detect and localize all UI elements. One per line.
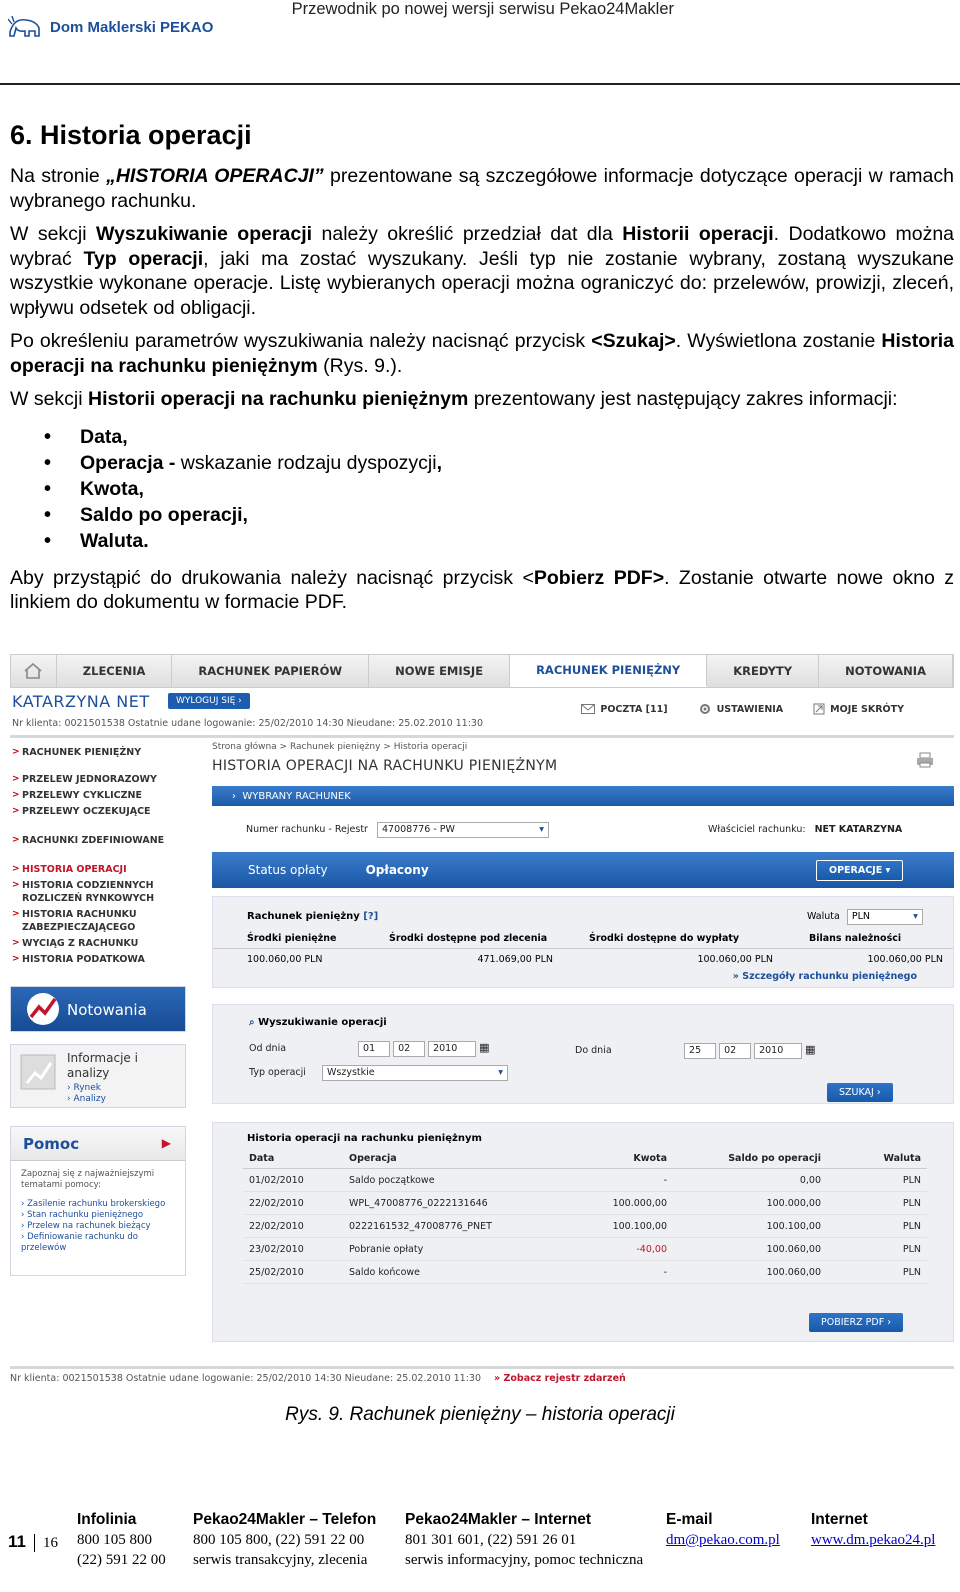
list-item: [44, 424, 954, 450]
help-box: [10, 1126, 186, 1276]
cash-header: Środki dostępne do wypłaty: [589, 933, 740, 944]
section-heading: 6. Historia operacji: [10, 120, 252, 150]
cash-panel: [212, 896, 954, 988]
paragraph-5: [10, 566, 954, 615]
history-title: Historia operacji na rachunku pieniężnym: [247, 1133, 482, 1144]
table-row: [243, 1169, 927, 1192]
table-cell: 100.100,00: [553, 1215, 673, 1238]
table-row: [243, 1238, 927, 1261]
emphasis: „HISTORIA OPERACJI”: [106, 165, 324, 187]
page-footer: [0, 1508, 960, 1592]
paragraph-3: [10, 329, 954, 378]
text: (Rys. 9.).: [317, 354, 403, 377]
sidebar-item-wyciag[interactable]: > WYCIĄG Z RACHUNKU: [10, 937, 190, 950]
type-label: Typ operacji: [249, 1067, 306, 1078]
page-header: [0, 0, 960, 85]
document-title: Przewodnik po nowej wersji serwisu Pekao24Makler: [291, 0, 674, 18]
current-page: 11: [8, 1532, 26, 1551]
status-value: Opłacony: [365, 863, 429, 877]
help-link-label: Stan rachunku pieniężnego: [27, 1210, 144, 1220]
top-links: [581, 702, 904, 716]
list-item: [44, 476, 954, 502]
analysis-icon: [19, 1053, 57, 1091]
footer-column-email: [666, 1510, 780, 1550]
footer-client-info: Nr klienta: 0021501538 Ostatnie udane logowanie: 25/02/2010 14:30 Nieudane: 25.02.2010 11:30: [10, 1373, 482, 1384]
shortcut-icon: [813, 703, 825, 715]
client-info: Nr klienta: 0021501538 Ostatnie udane logowanie: 25/02/2010 14:30 Nieudane: 25.02.2010 11:30: [12, 718, 484, 729]
footer-line: serwis transakcyjny, zlecenia: [193, 1552, 368, 1568]
cash-details-link[interactable]: » Szczegóły rachunku pieniężnego: [732, 971, 917, 982]
cash-title: [247, 911, 378, 922]
sidebar-item-oczekujace[interactable]: > PRZELEWY OCZEKUJĄCE: [10, 805, 190, 818]
mail-link[interactable]: [581, 702, 667, 716]
selected-account-label: WYBRANY RACHUNEK: [242, 790, 351, 802]
event-log-label: Zobacz rejestr zdarzeń: [503, 1373, 626, 1384]
column-header: Kwota: [553, 1149, 673, 1169]
help-link[interactable]: › Przelew na rachunek bieżący: [21, 1221, 151, 1231]
table-cell: PLN: [827, 1215, 927, 1238]
owner-label: Właściciel rachunku:: [708, 824, 806, 835]
cash-details-label: Szczegóły rachunku pieniężnego: [742, 971, 917, 982]
text: prezentowany jest następujący zakres informacji:: [468, 388, 898, 410]
cash-title-label: Rachunek pieniężny: [247, 911, 360, 922]
text: Data,: [80, 425, 128, 448]
account-value: 47008776 - PW: [381, 824, 455, 835]
table-cell: 22/02/2010: [243, 1192, 343, 1215]
logo-text: Dom Maklerski PEKAO: [50, 18, 214, 36]
help-title: Pomoc: [23, 1135, 80, 1153]
tab-zlecenia[interactable]: ZLECENIA: [57, 655, 173, 687]
help-header[interactable]: [11, 1127, 185, 1161]
sidebar-item-historia-operacji[interactable]: > HISTORIA OPERACJI: [10, 863, 190, 876]
help-link[interactable]: › Zasilenie rachunku brokerskiego: [21, 1199, 166, 1209]
user-name: KATARZYNA NET: [12, 692, 150, 711]
column-header: Data: [243, 1149, 343, 1169]
search-button-label: SZUKAJ: [839, 1087, 874, 1098]
cash-value: 100.060,00 PLN: [867, 954, 943, 965]
bullet-list: [44, 424, 954, 554]
table-cell: -: [553, 1261, 673, 1284]
text: wskazanie rodzaju dyspozycji: [180, 451, 437, 474]
text: Waluta.: [80, 529, 149, 552]
cash-value: 100.060,00 PLN: [697, 954, 773, 965]
help-icon[interactable]: [?]: [363, 911, 379, 922]
footer-column-internet-service: [405, 1510, 643, 1570]
logout-label: WYLOGUJ SIĘ: [176, 696, 236, 706]
currency-row: [807, 909, 923, 925]
from-day-input[interactable]: 01: [358, 1041, 390, 1057]
cash-value: 100.060,00 PLN: [247, 954, 323, 965]
home-tab[interactable]: [11, 655, 57, 687]
chevron-down-icon: ▾: [913, 911, 918, 922]
from-month-input[interactable]: 02: [393, 1041, 425, 1057]
type-row: [249, 1065, 508, 1081]
home-icon: [23, 663, 43, 679]
website-link[interactable]: www.dm.pekao24.pl: [811, 1532, 936, 1548]
chevron-right-icon: ▶: [161, 1136, 171, 1150]
help-link[interactable]: › Stan rachunku pieniężnego: [21, 1210, 144, 1220]
print-icon[interactable]: [916, 752, 934, 768]
tab-notowania[interactable]: NOTOWANIA: [819, 655, 953, 687]
mail-label: POCZTA [11]: [600, 703, 668, 715]
breadcrumb: Strona główna > Rachunek pieniężny > Historia operacji: [212, 742, 468, 752]
selected-account-bar: › WYBRANY RACHUNEK: [212, 786, 954, 806]
text: . Zostanie otwarte nowe okno z linkiem do dokumentu w formacie PDF.: [10, 566, 954, 613]
footer-line: 801 301 601, (22) 591 26 01: [405, 1532, 577, 1548]
status-label: Status opłaty: [248, 863, 328, 877]
sidebar-item-podatkowa[interactable]: > HISTORIA PODATKOWA: [10, 953, 190, 966]
table-cell: PLN: [827, 1192, 927, 1215]
emphasis: Pobierz PDF>: [533, 566, 665, 589]
footer-column-telefon: [193, 1510, 376, 1570]
owner-value: NET KATARZYNA: [814, 824, 903, 835]
logout-button[interactable]: WYLOGUJ SIĘ ›: [168, 693, 250, 709]
paragraph-4: [10, 387, 954, 412]
tab-nowe-emisje[interactable]: NOWE EMISJE: [369, 655, 510, 687]
table-cell: 100.000,00: [553, 1192, 673, 1215]
gear-icon: [698, 702, 712, 716]
paragraph-2: [10, 222, 954, 320]
search-title-label: Wyszukiwanie operacji: [258, 1017, 387, 1028]
emphasis: Historii operacji: [622, 223, 774, 245]
table-cell: PLN: [827, 1261, 927, 1284]
search-button[interactable]: SZUKAJ ›: [827, 1083, 893, 1102]
cash-values: [213, 951, 953, 968]
table-cell: 100.000,00: [673, 1192, 827, 1215]
table-cell: Saldo początkowe: [343, 1169, 553, 1192]
to-day-input[interactable]: 25: [684, 1043, 716, 1059]
cash-header: Środki dostępne pod zlecenia: [389, 933, 548, 944]
tab-kredyty[interactable]: KREDYTY: [707, 655, 819, 687]
info-links: [67, 1083, 106, 1105]
paragraph-1: [10, 164, 954, 213]
settings-label: USTAWIENIA: [716, 703, 784, 715]
table-cell: 23/02/2010: [243, 1238, 343, 1261]
table-cell: PLN: [827, 1238, 927, 1261]
tab-rachunek-pieniezny[interactable]: RACHUNEK PIENIĘŻNY: [510, 655, 707, 687]
help-link[interactable]: › Definiowanie rachunku do przelewów: [21, 1232, 138, 1253]
footer-line: serwis informacyjny, pomoc techniczna: [405, 1552, 644, 1568]
table-cell: 01/02/2010: [243, 1169, 343, 1192]
figure-screenshot: [10, 654, 954, 1410]
list-item: [44, 528, 954, 554]
account-row: [246, 822, 549, 838]
text: należy określić przedział dat dla: [312, 223, 623, 245]
operations-button[interactable]: OPERACJE ▾: [816, 860, 903, 881]
analizy-label: Analizy: [73, 1094, 106, 1104]
text: W sekcji: [10, 388, 88, 410]
to-label: Do dnia: [575, 1045, 612, 1056]
main-content: [212, 742, 954, 1328]
top-navigation: [10, 654, 954, 688]
column-header: Saldo po operacji: [673, 1149, 827, 1169]
email-link[interactable]: dm@pekao.com.pl: [666, 1532, 780, 1548]
info-title: Informacje i analizy: [67, 1051, 138, 1080]
sidebar-item-rozliczenia[interactable]: > HISTORIA CODZIENNYCH ROZLICZEŃ RYNKOWYCH: [10, 879, 170, 905]
footer-column-internet: [811, 1510, 935, 1550]
text: Aby przystąpić do drukowania należy nacisnąć przycisk <: [10, 566, 534, 589]
from-label: Od dnia: [249, 1043, 287, 1054]
footer-heading: Pekao24Makler – Internet: [405, 1511, 592, 1528]
help-intro: Zapoznaj się z najważniejszymi tematami pomocy:: [21, 1169, 155, 1190]
footer-heading: Infolinia: [77, 1511, 137, 1528]
text: W sekcji: [10, 223, 97, 245]
cash-value: 471.069,00 PLN: [477, 954, 553, 965]
from-year-input[interactable]: 2010: [428, 1041, 476, 1057]
help-link-label: Definiowanie rachunku do przelewów: [21, 1232, 138, 1253]
divider: [34, 1534, 35, 1552]
emphasis: <Szukaj>: [591, 330, 676, 352]
footer-line: (22) 591 22 00: [77, 1552, 166, 1568]
chevron-down-icon: ▾: [498, 1067, 504, 1078]
text: , jaki ma zostać wyszukany. Jeśli typ nie zostanie wybrany, zostaną wyszukane wszystkie wykonane operacje. Listę wybieranych operacji można ograniczyć do: przelewów, prowizji, zleceń, wpływu odsetek od obligacji.: [10, 247, 955, 319]
table-cell: 100.060,00: [673, 1238, 827, 1261]
sidebar: [10, 746, 190, 1253]
mail-icon: [581, 704, 595, 714]
list-item: [44, 450, 954, 476]
operations-label: OPERACJE: [829, 865, 883, 876]
logo: [8, 14, 213, 40]
to-date-row: [575, 1043, 816, 1059]
rynek-label: Rynek: [73, 1083, 102, 1093]
table-header-row: [243, 1149, 927, 1169]
table-cell: 100.060,00: [673, 1261, 827, 1284]
table-cell: Saldo końcowe: [343, 1261, 553, 1284]
table-row: [243, 1215, 927, 1238]
text: . Wyświetlona zostanie: [675, 330, 882, 352]
footer-heading: E-mail: [666, 1511, 713, 1528]
table-cell: 22/02/2010: [243, 1215, 343, 1238]
text: . Dodatkowo można wybrać: [10, 223, 955, 270]
text: ,: [436, 451, 443, 474]
currency-select[interactable]: [847, 909, 923, 925]
history-panel: [212, 1122, 954, 1342]
text: prezentowane są szczegółowe informacje dotyczące operacji w ramach wybranego rachunku.: [10, 165, 954, 212]
tab-rachunek-papierow[interactable]: RACHUNEK PAPIERÓW: [172, 655, 369, 687]
notowania-label: Notowania: [67, 1001, 147, 1019]
sidebar-item-zabezpieczajacy[interactable]: > HISTORIA RACHUNKU ZABEZPIECZAJĄCEGO: [10, 908, 160, 934]
currency-label: Waluta: [807, 911, 840, 922]
cash-header: Środki pieniężne: [247, 933, 337, 944]
type-value: Wszystkie: [327, 1067, 375, 1078]
column-header: Operacja: [343, 1149, 553, 1169]
event-log-link[interactable]: » Zobacz rejestr zdarzeń: [494, 1373, 626, 1384]
notowania-banner[interactable]: [10, 986, 186, 1032]
pdf-button[interactable]: POBIERZ PDF ›: [809, 1313, 903, 1332]
footer-line: 800 105 800, (22) 591 22 00: [193, 1532, 365, 1548]
chart-up-icon: [25, 991, 61, 1027]
table-cell: WPL_47008776_0222131646: [343, 1192, 553, 1215]
analizy-link[interactable]: › Analizy: [67, 1094, 106, 1104]
from-date-row: [249, 1041, 490, 1057]
help-link-label: Zasilenie rachunku brokerskiego: [27, 1199, 166, 1209]
to-year-input[interactable]: 2010: [754, 1043, 802, 1059]
account-select[interactable]: [377, 822, 549, 838]
text: Na stronie: [10, 165, 107, 187]
footer-heading: Pekao24Makler – Telefon: [193, 1511, 377, 1528]
search-title: [249, 1017, 387, 1028]
sidebar-item-przelew[interactable]: > PRZELEW JEDNORAZOWY: [10, 773, 190, 786]
table-cell: -: [553, 1169, 673, 1192]
table-cell: 25/02/2010: [243, 1261, 343, 1284]
page-number: [8, 1532, 58, 1552]
shortcuts-link[interactable]: [813, 702, 904, 716]
total-pages: 16: [42, 1535, 58, 1551]
table-cell: 0222161532_47008776_PNET: [343, 1215, 553, 1238]
text: Po określeniu parametrów wyszukiwania należy nacisnąć przycisk: [10, 330, 592, 352]
owner-row: [708, 824, 902, 835]
table-cell: -40,00: [553, 1238, 673, 1261]
help-link-label: Przelew na rachunek bieżący: [27, 1221, 151, 1231]
figure-caption: Rys. 9. Rachunek pieniężny – historia operacji: [285, 1404, 675, 1425]
column-header: Waluta: [827, 1149, 927, 1169]
type-select[interactable]: [322, 1065, 508, 1081]
emphasis: Wyszukiwanie operacji: [96, 223, 313, 245]
settings-link[interactable]: [698, 702, 784, 716]
bison-logo-icon: [8, 14, 42, 40]
section-content: [10, 118, 954, 624]
chevron-down-icon: ▾: [539, 824, 544, 835]
table-cell: PLN: [827, 1169, 927, 1192]
sidebar-item-rachunek[interactable]: > RACHUNEK PIENIĘŻNY: [10, 746, 190, 759]
emphasis: Typ operacji: [83, 247, 204, 270]
magnifier-icon: ⌕: [249, 1017, 255, 1028]
footer-column-infolinia: [77, 1510, 166, 1570]
calendar-icon[interactable]: ▦: [479, 1041, 490, 1054]
help-links: [11, 1199, 185, 1254]
shortcuts-label: MOJE SKRÓTY: [830, 703, 904, 715]
rynek-link[interactable]: › Rynek: [67, 1083, 102, 1093]
table-cell: 0,00: [673, 1169, 827, 1192]
account-label: Numer rachunku - Rejestr: [246, 824, 368, 835]
sidebar-item-cykliczne[interactable]: > PRZELEWY CYKLICZNE: [10, 789, 190, 802]
table-cell: 100.100,00: [673, 1215, 827, 1238]
table-row: [243, 1192, 927, 1215]
footer-heading: Internet: [811, 1511, 868, 1528]
footer-line: 800 105 800: [77, 1532, 152, 1548]
table-row: [243, 1261, 927, 1284]
sidebar-item-zdefiniowane[interactable]: > RACHUNKI ZDEFINIOWANE: [10, 834, 190, 847]
screenshot-footer: [10, 1366, 954, 1384]
pdf-button-label: POBIERZ PDF: [821, 1317, 885, 1328]
cash-headers: [213, 929, 953, 949]
text: Saldo po operacji,: [80, 503, 248, 526]
cash-header: Bilans należności: [809, 933, 902, 944]
calendar-icon[interactable]: ▦: [805, 1043, 816, 1056]
emphasis: Historia operacji na rachunku pieniężnym: [10, 330, 954, 377]
user-bar: [10, 690, 954, 738]
list-item: [44, 502, 954, 528]
text: Kwota,: [80, 477, 144, 500]
search-panel: [212, 1004, 954, 1104]
info-banner[interactable]: [10, 1044, 186, 1108]
to-month-input[interactable]: 02: [719, 1043, 751, 1059]
table-cell: Pobranie opłaty: [343, 1238, 553, 1261]
page-title: HISTORIA OPERACJI NA RACHUNKU PIENIĘŻNYM: [212, 758, 558, 774]
currency-value: PLN: [851, 911, 870, 922]
emphasis: Historii operacji na rachunku pieniężnym: [88, 388, 469, 410]
text: Operacja -: [80, 451, 181, 474]
history-table: [243, 1149, 927, 1284]
